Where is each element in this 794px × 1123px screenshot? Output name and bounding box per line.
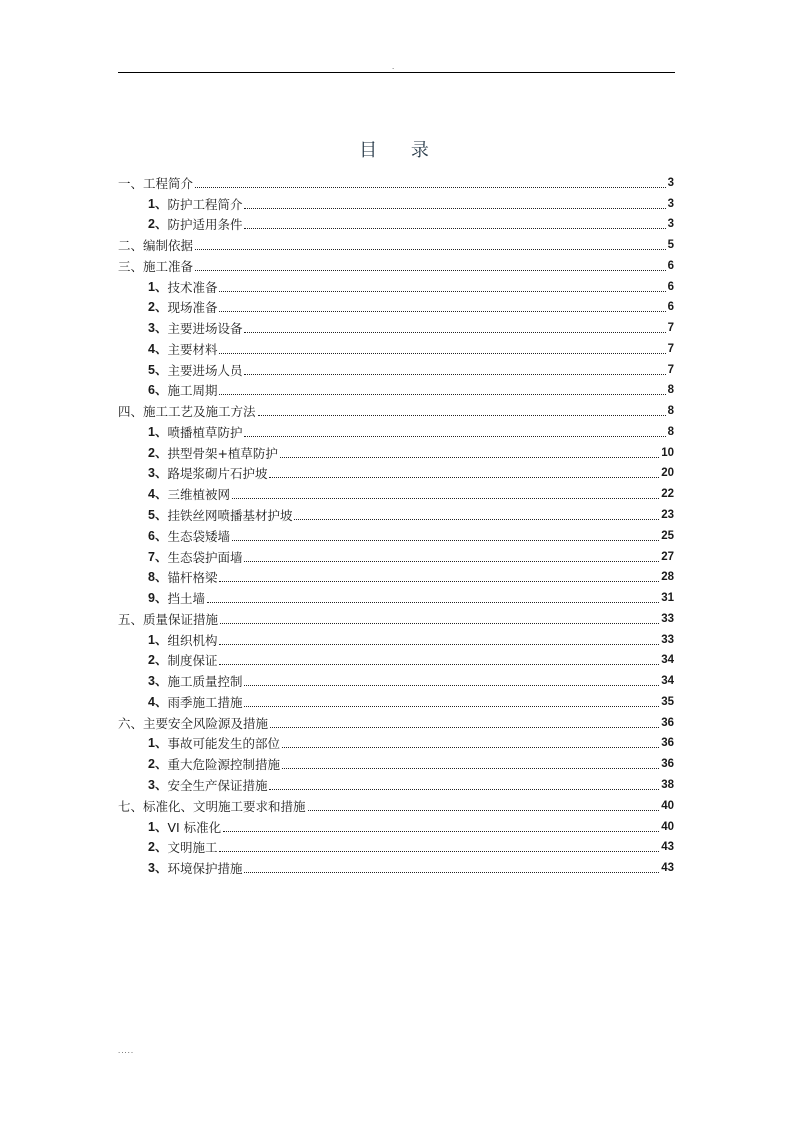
toc-subsection-entry[interactable] (118, 191, 674, 212)
toc-entry-text: 质量保证措施 (143, 611, 219, 627)
toc-entry-number: 七、 (118, 798, 144, 814)
toc-entry-text: 主要进场人员 (167, 362, 243, 378)
toc-section-entry[interactable] (118, 170, 674, 191)
toc-page-number: 31 (661, 592, 674, 605)
toc-dot-leader (195, 270, 666, 271)
toc-entry-number: 六、 (118, 715, 144, 731)
toc-entry-text: 施工周期 (167, 383, 218, 399)
toc-entry-number: 3、 (148, 674, 168, 689)
toc-entry-number: 3、 (148, 321, 168, 336)
toc-entry-number: 8、 (148, 570, 168, 585)
toc-page-number: 38 (661, 778, 674, 791)
toc-entry-text: 施工工艺及施工方法 (143, 404, 256, 420)
toc-page-number: 5 (667, 239, 674, 252)
toc-entry-number: 4、 (148, 694, 168, 709)
toc-entry-text: 防护适用条件 (167, 217, 243, 233)
toc-entry-number: 2、 (148, 840, 168, 855)
toc-entry-number: 7、 (148, 549, 168, 564)
toc-subsection-entry[interactable] (118, 274, 674, 295)
toc-dot-leader (207, 602, 659, 603)
toc-entry-text: 文明施工 (167, 840, 218, 856)
toc-entry-text: 主要安全风险源及措施 (143, 715, 269, 731)
toc-entry-number: 1、 (148, 632, 168, 647)
toc-subsection-entry[interactable] (118, 565, 674, 586)
toc-subsection-entry[interactable] (118, 315, 674, 336)
toc-page-number: 8 (667, 425, 674, 438)
page-title: 目 录 (359, 140, 443, 161)
toc-dot-leader (308, 810, 660, 811)
toc-entry-number: 四、 (118, 404, 144, 420)
toc-entry-text: 防护工程简介 (167, 196, 243, 212)
toc-dot-leader (294, 519, 659, 520)
toc-dot-leader (244, 374, 665, 375)
toc-entry-number: 4、 (148, 487, 168, 502)
toc-subsection-entry[interactable] (118, 419, 674, 440)
toc-entry-number: 三、 (118, 258, 144, 274)
toc-page-number: 7 (667, 322, 674, 335)
toc-entry-number: 二、 (118, 238, 144, 254)
toc-entry-text: 安全生产保证措施 (167, 777, 268, 793)
toc-entry-number: 2、 (148, 217, 168, 232)
toc-entry-text: 拱型骨架+植草防护 (167, 445, 278, 461)
toc-page-number: 3 (667, 218, 674, 231)
header-mark: . (392, 62, 395, 71)
toc-entry-number: 9、 (148, 591, 168, 606)
toc-dot-leader (244, 208, 665, 209)
toc-page-number: 25 (661, 529, 674, 542)
toc-section-entry[interactable] (118, 253, 674, 274)
toc-page-number: 6 (667, 301, 674, 314)
toc-page-number: 27 (661, 550, 674, 563)
toc-entry-text: 标准化、文明施工要求和措施 (143, 798, 306, 814)
toc-entry-text: 生态袋矮墙 (167, 528, 230, 544)
toc-page-number: 36 (661, 758, 674, 771)
toc-entry-number: 5、 (148, 362, 168, 377)
toc-entry-number: 1、 (148, 196, 168, 211)
toc-entry-number: 2、 (148, 653, 168, 668)
toc-page-number: 33 (661, 612, 674, 625)
toc-entry-number: 一、 (118, 175, 144, 191)
toc-subsection-entry[interactable] (118, 648, 674, 669)
toc-dot-leader (223, 831, 659, 832)
toc-page-number: 33 (661, 633, 674, 646)
toc-subsection-entry[interactable] (118, 751, 674, 772)
toc-entry-number: 2、 (148, 757, 168, 772)
toc-subsection-entry[interactable] (118, 295, 674, 316)
toc-entry-text: 挡土墙 (167, 591, 205, 607)
toc-page-number: 22 (661, 488, 674, 501)
toc-page-number: 10 (661, 446, 674, 459)
toc-dot-leader (219, 851, 659, 852)
toc-dot-leader (219, 291, 665, 292)
toc-entry-number: 3、 (148, 466, 168, 481)
toc-subsection-entry[interactable] (118, 378, 674, 399)
toc-dot-leader (244, 332, 665, 333)
toc-dot-leader (270, 727, 659, 728)
toc-subsection-entry[interactable] (118, 357, 674, 378)
toc-subsection-entry[interactable] (118, 461, 674, 482)
toc-entry-text: 制度保证 (167, 653, 218, 669)
toc-entry-text: 喷播植草防护 (167, 424, 243, 440)
toc-page-number: 36 (661, 716, 674, 729)
toc-page-number: 3 (667, 176, 674, 189)
toc-section-entry[interactable] (118, 793, 674, 814)
toc-subsection-entry[interactable] (118, 336, 674, 357)
toc-page-number: 8 (667, 384, 674, 397)
toc-dot-leader (244, 561, 659, 562)
toc-page-number: 20 (661, 467, 674, 480)
toc-entry-text: 锚杆格梁 (167, 570, 218, 586)
toc-section-entry[interactable] (118, 710, 674, 731)
toc-page-number: 28 (661, 571, 674, 584)
toc-entry-text: 重大危险源控制措施 (167, 757, 280, 773)
toc-entry-number: 2、 (148, 300, 168, 315)
toc-entry-text: 施工准备 (143, 258, 194, 274)
toc-subsection-entry[interactable] (118, 212, 674, 233)
toc-dot-leader (244, 436, 665, 437)
toc-subsection-entry[interactable] (118, 440, 674, 461)
toc-subsection-entry[interactable] (118, 855, 674, 876)
toc-dot-leader (282, 768, 659, 769)
toc-page-number: 7 (667, 363, 674, 376)
toc-subsection-entry[interactable] (118, 523, 674, 544)
toc-entry-text: 三维植被网 (167, 487, 230, 503)
toc-dot-leader (219, 664, 659, 665)
toc-dot-leader (282, 747, 659, 748)
toc-page-number: 43 (661, 862, 674, 875)
toc-subsection-entry[interactable] (118, 585, 674, 606)
toc-section-entry[interactable] (118, 606, 674, 627)
toc-subsection-entry[interactable] (118, 731, 674, 752)
toc-entry-number: 五、 (118, 611, 144, 627)
toc-entry-number: 5、 (148, 508, 168, 523)
toc-subsection-entry[interactable] (118, 814, 674, 835)
toc-dot-leader (219, 644, 659, 645)
table-of-contents (118, 170, 674, 876)
toc-page-number: 36 (661, 737, 674, 750)
toc-entry-text: 路堤浆砌片石护坡 (167, 466, 268, 482)
toc-entry-number: 1、 (148, 819, 168, 834)
toc-entry-number: 1、 (148, 424, 168, 439)
toc-page-number: 3 (667, 197, 674, 210)
toc-dot-leader (219, 581, 659, 582)
toc-entry-text: 工程简介 (143, 175, 194, 191)
toc-entry-number: 4、 (148, 341, 168, 356)
toc-page-number: 23 (661, 509, 674, 522)
toc-entry-number: 3、 (148, 861, 168, 876)
toc-entry-text: 环境保护措施 (167, 861, 243, 877)
toc-entry-text: 主要进场设备 (167, 321, 243, 337)
toc-subsection-entry[interactable] (118, 668, 674, 689)
toc-entry-number: 6、 (148, 383, 168, 398)
toc-entry-number: 6、 (148, 528, 168, 543)
toc-entry-text: VI 标准化 (167, 819, 222, 835)
toc-dot-leader (280, 457, 659, 458)
toc-dot-leader (195, 249, 666, 250)
toc-subsection-entry[interactable] (118, 481, 674, 502)
toc-dot-leader (232, 498, 659, 499)
toc-page-number: 34 (661, 654, 674, 667)
toc-subsection-entry[interactable] (118, 835, 674, 856)
toc-entry-number: 1、 (148, 279, 168, 294)
toc-entry-text: 生态袋护面墙 (167, 549, 243, 565)
toc-dot-leader (269, 789, 659, 790)
toc-subsection-entry[interactable] (118, 627, 674, 648)
toc-section-entry[interactable] (118, 398, 674, 419)
toc-dot-leader (258, 415, 666, 416)
toc-entry-text: 组织机构 (167, 632, 218, 648)
toc-dot-leader (219, 394, 665, 395)
toc-page-number: 6 (667, 259, 674, 272)
toc-entry-text: 施工质量控制 (167, 674, 243, 690)
footer-mark: ..... (118, 1046, 135, 1055)
toc-entry-text: 挂铁丝网喷播基材护坡 (167, 508, 293, 524)
toc-dot-leader (195, 187, 666, 188)
toc-dot-leader (232, 540, 659, 541)
toc-page-number: 40 (661, 820, 674, 833)
toc-page-number: 40 (661, 799, 674, 812)
toc-page-number: 35 (661, 695, 674, 708)
toc-page-number: 7 (667, 342, 674, 355)
toc-dot-leader (244, 685, 659, 686)
toc-dot-leader (219, 353, 665, 354)
toc-dot-leader (244, 228, 665, 229)
toc-page-number: 8 (667, 405, 674, 418)
toc-page-number: 43 (661, 841, 674, 854)
toc-page-number: 6 (667, 280, 674, 293)
toc-dot-leader (220, 623, 659, 624)
toc-entry-text: 技术准备 (167, 279, 218, 295)
toc-subsection-entry[interactable] (118, 544, 674, 565)
toc-entry-number: 2、 (148, 445, 168, 460)
toc-entry-number: 1、 (148, 736, 168, 751)
toc-entry-text: 事故可能发生的部位 (167, 736, 280, 752)
toc-entry-text: 雨季施工措施 (167, 694, 243, 710)
toc-dot-leader (219, 311, 665, 312)
toc-dot-leader (269, 477, 659, 478)
toc-page-number: 34 (661, 675, 674, 688)
toc-dot-leader (244, 872, 659, 873)
toc-entry-number: 3、 (148, 777, 168, 792)
toc-subsection-entry[interactable] (118, 689, 674, 710)
toc-subsection-entry[interactable] (118, 772, 674, 793)
toc-section-entry[interactable] (118, 232, 674, 253)
toc-dot-leader (244, 706, 659, 707)
toc-subsection-entry[interactable] (118, 502, 674, 523)
toc-entry-text: 现场准备 (167, 300, 218, 316)
toc-entry-text: 编制依据 (143, 238, 194, 254)
header-rule (118, 72, 675, 73)
toc-entry-text: 主要材料 (167, 341, 218, 357)
